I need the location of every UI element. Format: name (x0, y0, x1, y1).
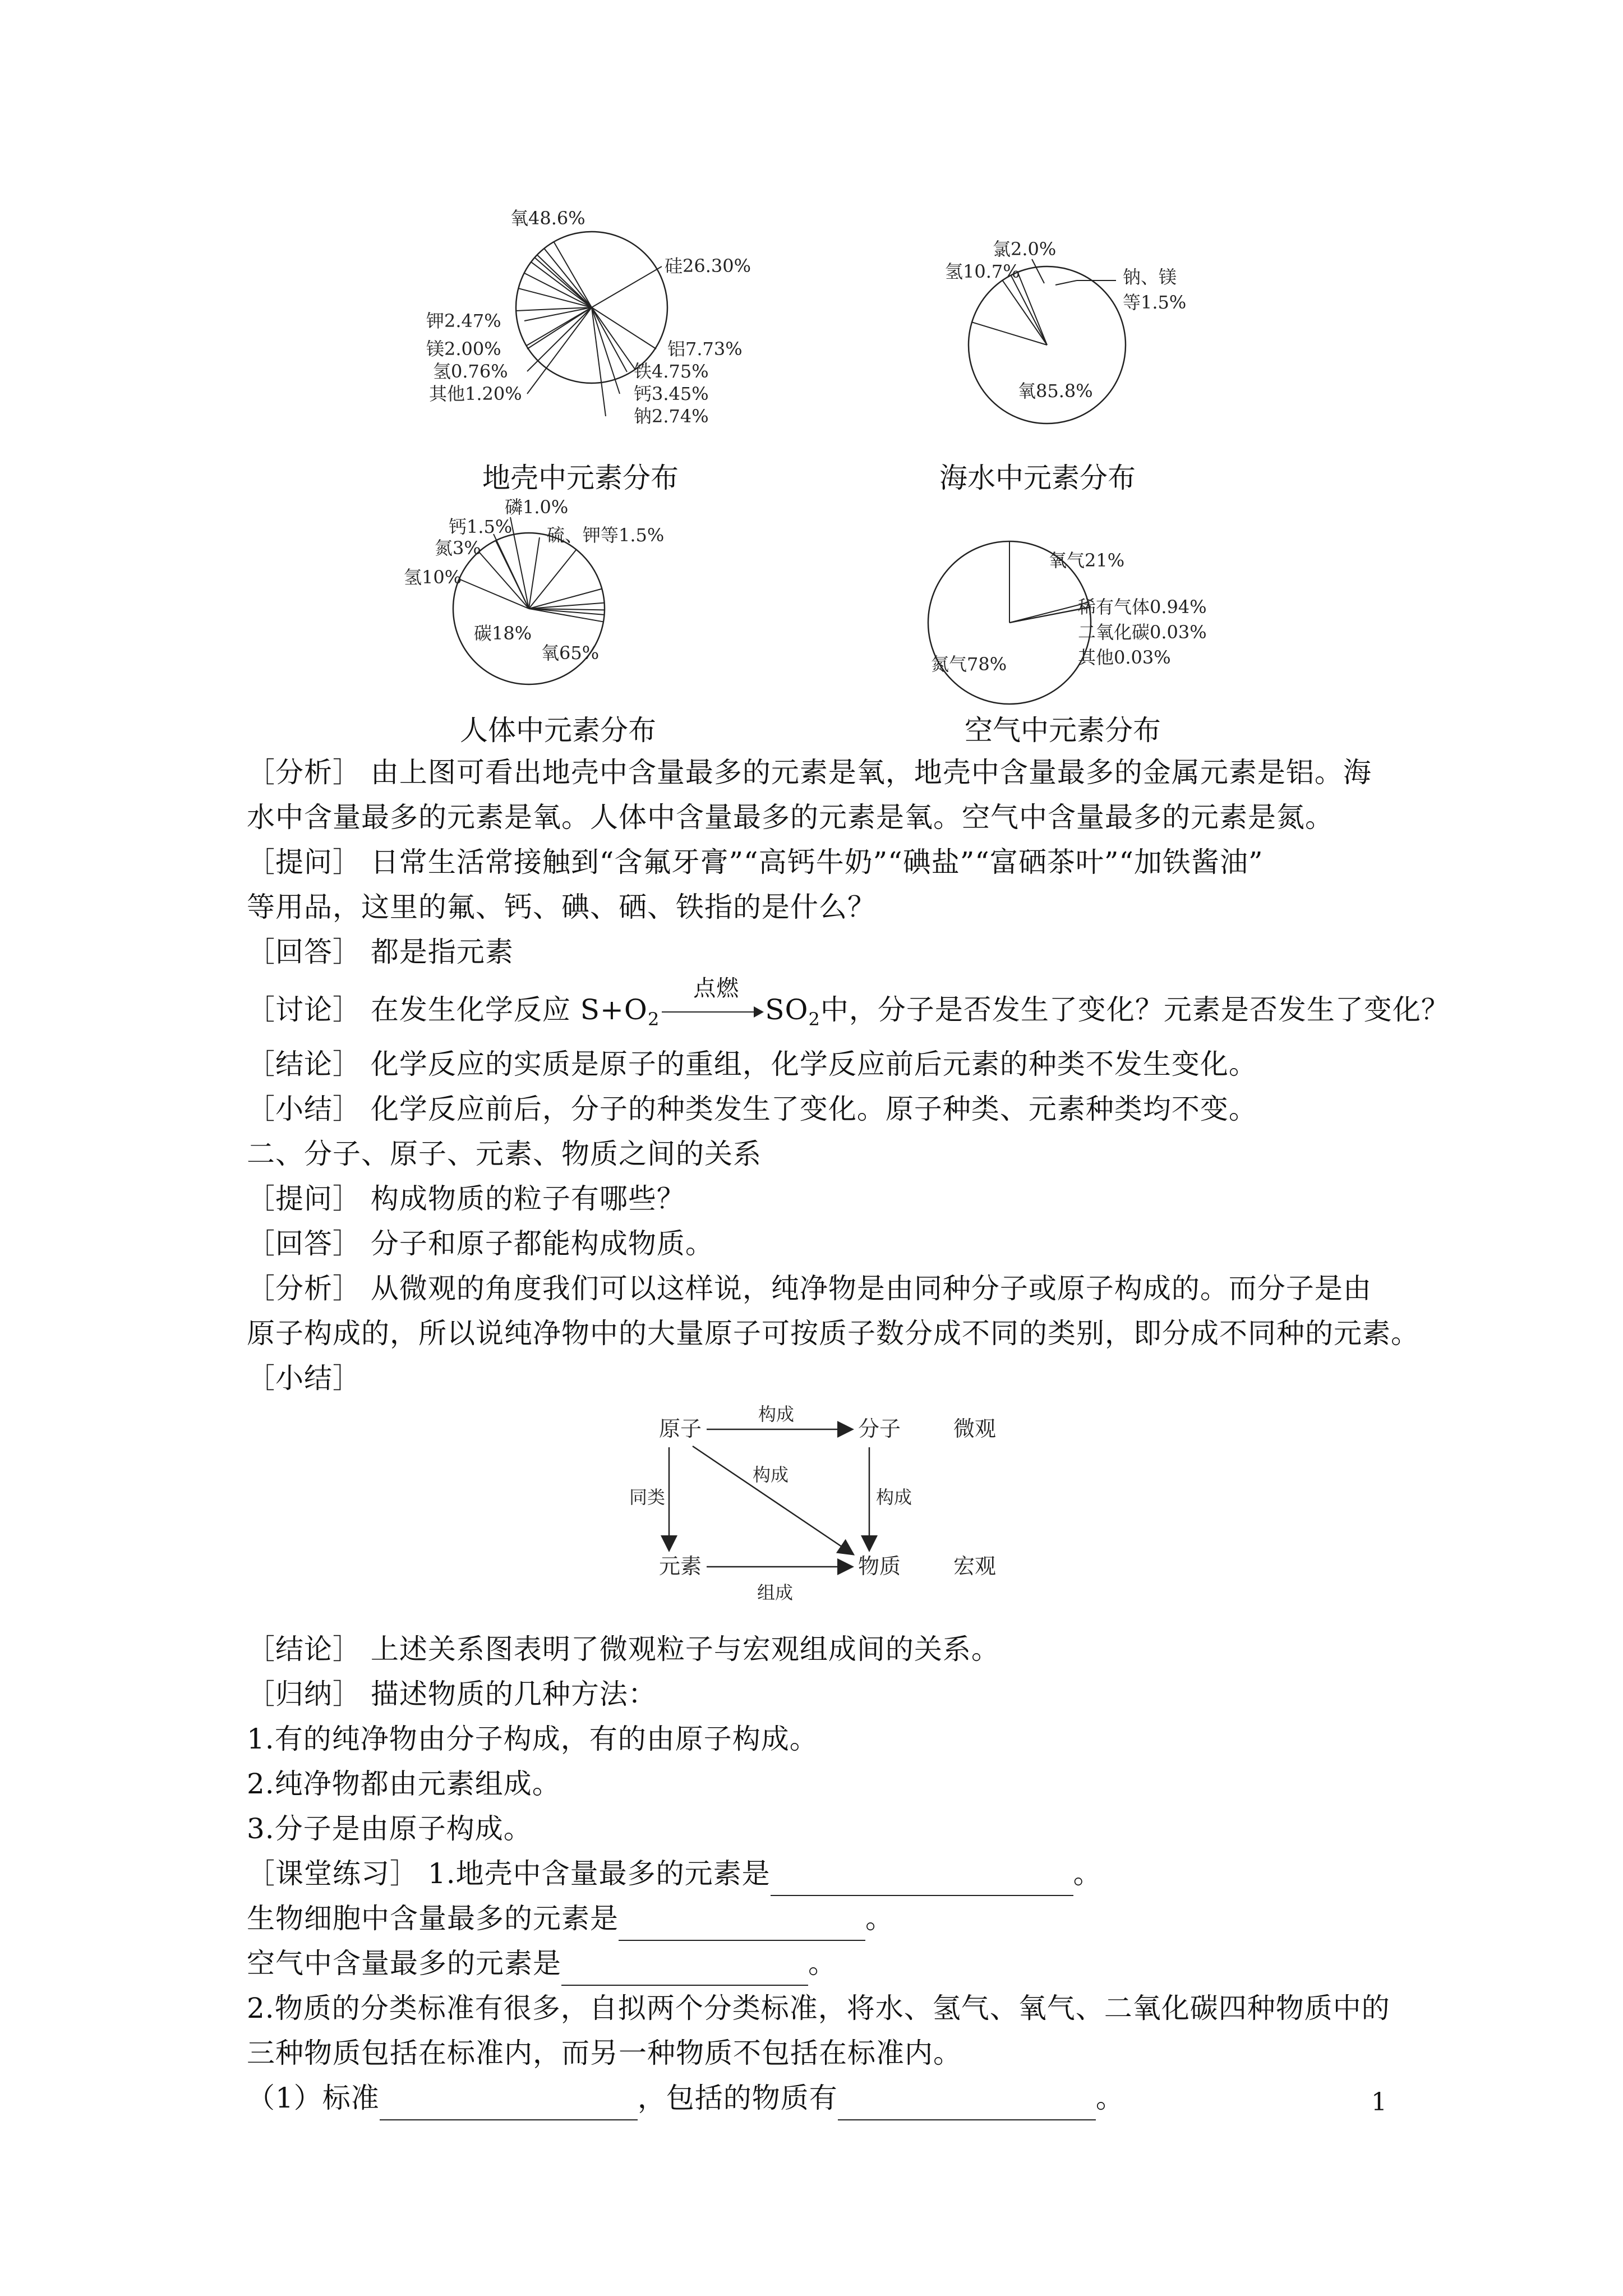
blank-included-matter[interactable] (838, 2090, 1096, 2120)
slice-label: 碳18% (474, 623, 532, 644)
exercise-2a: 2.物质的分类标准有很多，自拟两个分类标准，将水、氢气、氧气、二氧化碳四种物质中的 (247, 1992, 1390, 2024)
seawater-pie-chart (942, 230, 1279, 438)
slice-label: 钙3.45% (634, 383, 709, 404)
diagram-arrows (669, 1429, 869, 1567)
slice-label: 氧48.6% (510, 208, 585, 229)
conclusion1-line: ［结论］ 化学反应的实质是原子的重组，化学反应前后元素的种类不发生变化。 (247, 1048, 1257, 1080)
node-molecule: 分子 (858, 1416, 901, 1441)
pie-slice-boundary (531, 262, 592, 307)
conclusion2-line: ［结论］ 上述关系图表明了微观粒子与宏观组成间的关系。 (247, 1633, 1000, 1665)
pie-slice-boundary (544, 249, 592, 307)
induction-item-2: 2.纯净物都由元素组成。 (247, 1768, 561, 1800)
exercise-1c (247, 1941, 837, 1986)
slice-label: 镁2.00% (426, 338, 501, 360)
edge-label-constitute: 组成 (757, 1582, 794, 1603)
exercise-2c-mid: ，包括的物质有 (637, 2082, 838, 2114)
slice-label: 硅26.30% (665, 255, 751, 277)
node-element: 元素 (659, 1554, 702, 1579)
seawater-leader-lines (1032, 259, 1116, 285)
arrow-atom-to-matter (693, 1446, 852, 1554)
slice-label: 氧85.8% (1018, 380, 1093, 402)
reaction-condition: 点燃 (693, 976, 740, 1001)
slice-label: 氧气21% (1049, 550, 1125, 571)
slice-label: 钾2.47% (426, 310, 501, 332)
exercise-2c (247, 2076, 1124, 2120)
exercise-2c-text: （1）标准 (247, 2082, 380, 2114)
analysis1-line-a: ［分析］ 由上图可看出地壳中含量最多的元素是氧，地壳中含量最多的金属元素是铝。海 (247, 756, 1372, 789)
pie-slice-boundary (1009, 602, 1088, 623)
exercise-1c-text: 空气中含量最多的元素是 (247, 1947, 561, 1980)
body-pie-chart (393, 494, 757, 707)
slice-label: 稀有气体0.94% (1078, 596, 1207, 618)
air-caption: 空气中元素分布 (965, 714, 1161, 747)
slice-label: 钙1.5% (449, 516, 513, 537)
period: 。 (1095, 2082, 1124, 2114)
slice-label: 氢0.76% (433, 361, 508, 382)
pie-slice-boundary (972, 322, 1047, 345)
exercise-1a-text: ［课堂练习］ 1.地壳中含量最多的元素是 (247, 1857, 771, 1890)
discussion-suffix: 中，分子是否发生了变化？元素是否发生了变化？ (820, 993, 1450, 1026)
slice-label: 钠2.74% (634, 406, 709, 427)
slice-label: 氢10.7% (945, 261, 1020, 282)
slice-label: 二氧化碳0.03% (1078, 622, 1207, 643)
induction-item-1: 1.有的纯净物由分子构成，有的由原子构成。 (247, 1723, 818, 1755)
blank-standard[interactable] (380, 2090, 638, 2120)
air-pie-chart (897, 533, 1290, 712)
seawater-caption: 海水中元素分布 (939, 462, 1136, 494)
section2-heading: 二、分子、原子、元素、物质之间的关系 (247, 1138, 762, 1170)
slice-label: 钠、镁 (1123, 266, 1177, 288)
discussion-line (247, 976, 1450, 1042)
pie-slice-boundary (529, 609, 603, 622)
exercise-2b: 三种物质包括在标准内，而另一种物质不包括在标准内。 (247, 2037, 962, 2069)
question2-line: ［提问］ 构成物质的粒子有哪些？ (247, 1182, 685, 1215)
exercise-1a (247, 1851, 1102, 1896)
analysis2-line-b: 原子构成的，所以说纯净物中的大量原子可按质子数分成不同的类别，即分成不同种的元素。 (247, 1317, 1419, 1350)
page-number: 1 (1371, 2088, 1387, 2116)
induction-item-3: 3.分子是由原子构成。 (247, 1812, 532, 1845)
pie-slice-boundary (537, 255, 592, 307)
slice-label: 硫、钾等1.5% (547, 524, 665, 546)
period: 。 (1073, 1857, 1102, 1890)
induction-line: ［归纳］ 描述物质的几种方法： (247, 1678, 657, 1710)
o2-subscript: 2 (647, 1009, 660, 1030)
question1-line-a: ［提问］ 日常生活常接触到“含氟牙膏”“高钙牛奶”“碘盐”“富硒茶叶”“加铁酱油” (247, 846, 1264, 878)
slice-label: 铝7.73% (667, 338, 743, 360)
exercise-1b-text: 生物细胞中含量最多的元素是 (247, 1902, 619, 1935)
answer2-line: ［回答］ 分子和原子都能构成物质。 (247, 1227, 714, 1260)
discussion-prefix: ［讨论］ 在发生化学反应 S+O (247, 993, 648, 1026)
edge-label-compose-diag: 构成 (753, 1464, 789, 1485)
analysis1-line-b: 水中含量最多的元素是氧。人体中含量最多的元素是氧。空气中含量最多的元素是氮。 (247, 801, 1334, 834)
label-micro: 微观 (953, 1416, 997, 1441)
label-macro: 宏观 (953, 1554, 997, 1579)
exercise-1b (247, 1896, 894, 1941)
question1-line-b: 等用品，这里的氟、钙、碘、硒、铁指的是什么？ (247, 891, 876, 923)
crust-caption: 地壳中元素分布 (482, 462, 679, 494)
arrow-icon (662, 1011, 763, 1013)
slice-label: 氯2.0% (993, 238, 1057, 260)
pie-slice-boundary (516, 307, 592, 311)
so2-formula: SO (765, 993, 809, 1026)
summary2-line: ［小结］ (247, 1362, 361, 1395)
blank-cell-element[interactable] (619, 1911, 865, 1941)
body-caption: 人体中元素分布 (460, 714, 656, 747)
so2-subscript: 2 (808, 1009, 820, 1030)
edge-label-same-kind: 同类 (629, 1487, 666, 1508)
slice-label: 铁4.75% (634, 361, 709, 382)
reaction-arrow (660, 976, 765, 1032)
node-atom: 原子 (659, 1416, 702, 1441)
blank-crust-element[interactable] (771, 1866, 1073, 1896)
slice-label: 等1.5% (1123, 292, 1187, 313)
answer1-line: ［回答］ 都是指元素 (247, 936, 514, 968)
pie-slice-boundary (1011, 275, 1047, 345)
node-matter: 物质 (858, 1554, 901, 1579)
slice-label: 磷1.0% (505, 496, 569, 518)
period: 。 (865, 1902, 894, 1935)
slice-label: 氮3% (435, 537, 481, 559)
slice-label: 氧65% (541, 642, 600, 664)
period: 。 (808, 1947, 837, 1980)
edge-label-compose-right: 构成 (876, 1487, 912, 1508)
edge-label-compose-top: 构成 (758, 1404, 795, 1425)
blank-air-element[interactable] (561, 1955, 808, 1986)
slice-label: 其他1.20% (429, 383, 522, 404)
summary1-line: ［小结］ 化学反应前后，分子的种类发生了变化。原子种类、元素种类均不变。 (247, 1093, 1257, 1125)
crust-pie-chart (393, 196, 785, 449)
relationship-diagram (606, 1402, 1021, 1610)
slice-label: 氢10% (404, 567, 462, 588)
slice-label: 氮气78% (931, 654, 1007, 675)
slice-label: 其他0.03% (1078, 647, 1171, 668)
analysis2-line-a: ［分析］ 从微观的角度我们可以这样说，纯净物是由同种分子或原子构成的。而分子是由 (247, 1272, 1372, 1305)
